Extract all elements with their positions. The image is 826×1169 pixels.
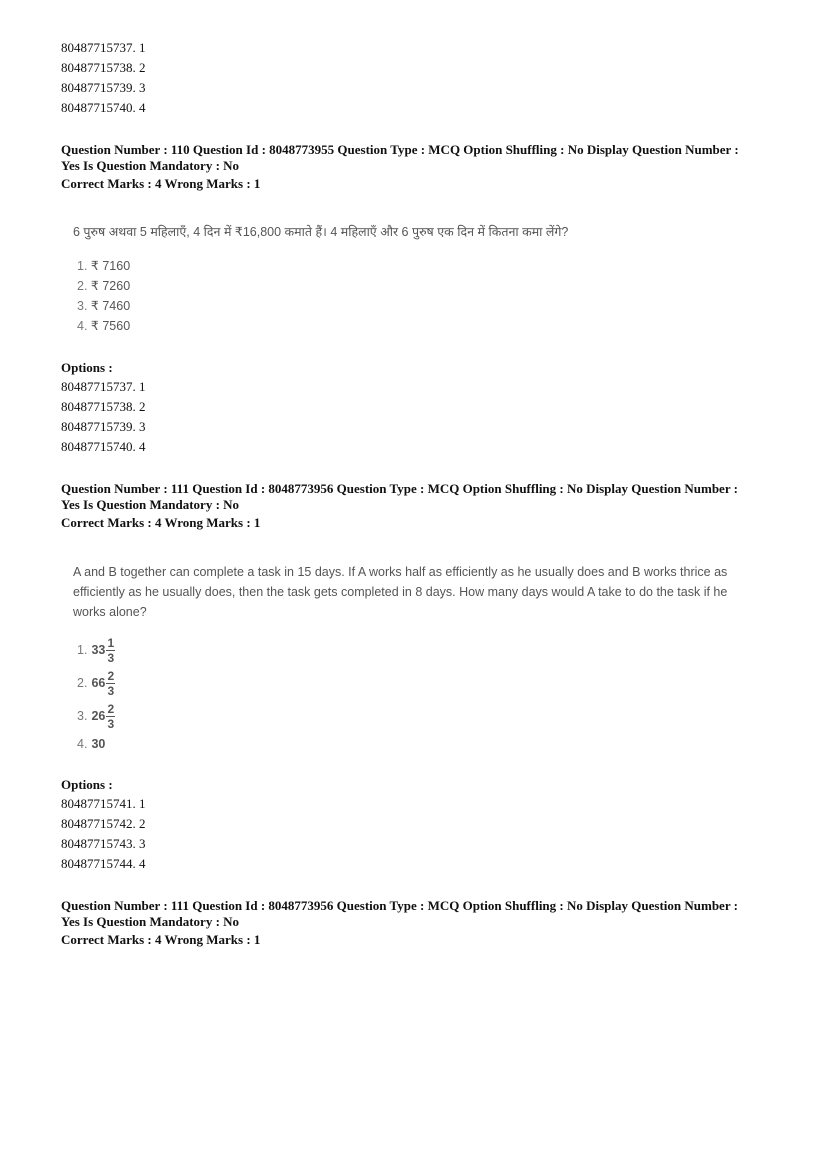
meta-line: Yes Is Question Mandatory : No [61, 497, 240, 512]
meta-line: Yes Is Question Mandatory : No [61, 158, 240, 173]
choice-text: ₹ 7160 [90, 259, 131, 273]
option-id-line: 80487715741. 1 [61, 796, 146, 811]
choice-number: 1. [77, 643, 88, 657]
meta-line: Question Number : 111 Question Id : 8048773956 Question Type : MCQ Option Shuffling : No Display Question Number : [61, 898, 738, 913]
choice-fraction [106, 637, 115, 664]
choice-text: ₹ 7460 [90, 299, 131, 313]
choice-item [77, 258, 130, 274]
fraction-numerator: 2 [107, 701, 115, 716]
option-id-line: 80487715742. 2 [61, 816, 146, 831]
choice-item [77, 667, 115, 699]
question-line: efficiently as he usually does, then the task gets completed in 8 days. How many days would A take to do the task if he [73, 585, 728, 599]
fraction-denominator: 3 [107, 716, 115, 731]
choice-number: 2. [77, 279, 88, 293]
choice-item [77, 728, 105, 760]
choice-number: 4. [77, 737, 88, 751]
options-label: Options : [61, 777, 113, 792]
option-id-line: 80487715737. 1 [61, 40, 146, 55]
option-id-line: 80487715739. 3 [61, 419, 146, 434]
question-111-text [73, 562, 783, 622]
choice-item [77, 298, 130, 314]
marks-line: Correct Marks : 4 Wrong Marks : 1 [61, 515, 261, 530]
choice-number: 3. [77, 709, 88, 723]
option-id-line: 80487715738. 2 [61, 399, 146, 414]
fraction-denominator: 3 [107, 683, 115, 698]
fraction-denominator: 3 [107, 650, 115, 665]
option-id-line: 80487715739. 3 [61, 80, 146, 95]
choice-whole: 33 [91, 643, 106, 657]
option-id-line: 80487715744. 4 [61, 856, 146, 871]
choice-item [77, 634, 115, 666]
meta-line: Yes Is Question Mandatory : No [61, 914, 240, 929]
choice-whole: 26 [91, 709, 106, 723]
choice-fraction [106, 670, 115, 697]
question-111-meta [61, 481, 781, 531]
choice-fraction [106, 703, 115, 730]
option-id-line: 80487715738. 2 [61, 60, 146, 75]
option-id-line: 80487715737. 1 [61, 379, 146, 394]
meta-line: Question Number : 111 Question Id : 8048773956 Question Type : MCQ Option Shuffling : No Display Question Number : [61, 481, 738, 496]
question-line: works alone? [73, 605, 147, 619]
option-id-line: 80487715740. 4 [61, 100, 146, 115]
question-line: A and B together can complete a task in 15 days. If A works half as efficiently as he usually does and B works thrice as [73, 565, 728, 579]
question-110-meta [61, 142, 781, 192]
fraction-numerator: 2 [107, 668, 115, 683]
question-111-repeat-meta [61, 898, 781, 948]
choice-whole: 30 [91, 737, 106, 751]
choice-whole: 66 [91, 676, 106, 690]
choice-text: ₹ 7260 [90, 279, 131, 293]
option-id-line: 80487715740. 4 [61, 439, 146, 454]
options-label: Options : [61, 360, 113, 375]
fraction-numerator: 1 [107, 635, 115, 650]
choice-number: 3. [77, 299, 88, 313]
marks-line: Correct Marks : 4 Wrong Marks : 1 [61, 932, 261, 947]
choice-item [77, 278, 130, 294]
question-110-text: 6 पुरुष अथवा 5 महिलाएँ, 4 दिन में ₹16,800 कमाते हैं। 4 महिलाएँ और 6 पुरुष एक दिन में कितना कमा लेंगे? [73, 225, 569, 239]
marks-line: Correct Marks : 4 Wrong Marks : 1 [61, 176, 261, 191]
choice-item [77, 318, 130, 334]
choice-text: ₹ 7560 [90, 319, 131, 333]
option-id-line: 80487715743. 3 [61, 836, 146, 851]
meta-line: Question Number : 110 Question Id : 8048773955 Question Type : MCQ Option Shuffling : No Display Question Number : [61, 142, 739, 157]
choice-number: 1. [77, 259, 88, 273]
choice-number: 2. [77, 676, 88, 690]
choice-number: 4. [77, 319, 88, 333]
